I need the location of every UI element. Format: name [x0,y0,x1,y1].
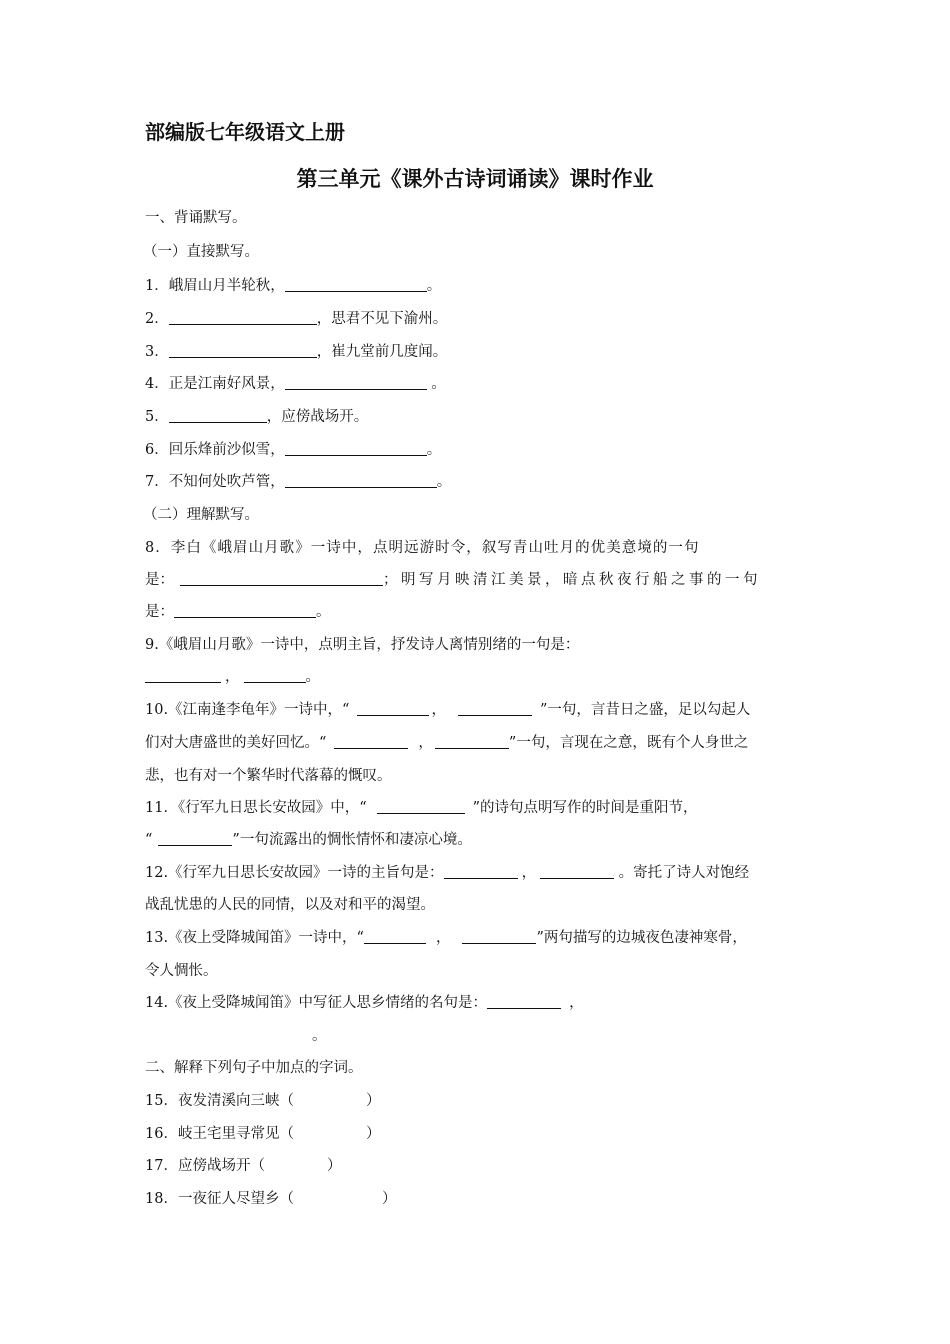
question-13-line-1 [145,928,810,948]
question-1 [145,276,810,296]
answer-blank[interactable] [444,864,518,879]
document-subtitle: 第三单元《课外古诗词诵读》课时作业 [296,167,654,191]
document-title: 部编版七年级语文上册 [145,120,345,144]
comma: ， [418,735,433,751]
question-17 [145,1156,810,1176]
question-11-line-1 [145,798,810,818]
question-text: 们对大唐盛世的美好回忆。“ [145,735,327,751]
question-text-end: 。 [316,604,331,620]
question-number: 1． [145,278,169,294]
question-number: 2． [145,311,169,327]
question-text: 回乐烽前沙似雪， [168,442,285,458]
question-text-end: 。 [426,278,442,294]
answer-blank[interactable] [540,864,614,879]
question-text: 14.《夜上受降城闻笛》中写征人思乡情绪的名句是： [145,995,488,1011]
close-paren: ） [365,1126,381,1142]
question-15 [145,1091,810,1111]
section-heading-explain: 二、解释下列句子中加点的字词。 [145,1060,363,1076]
close-paren: ） [326,1158,342,1174]
comma: ， [225,669,240,685]
question-5 [145,407,810,427]
question-16 [145,1124,810,1144]
answer-blank[interactable] [158,831,232,846]
question-10-line-1 [145,700,810,720]
answer-blank[interactable] [169,408,267,423]
question-text: 18．一夜征人尽望乡（ [145,1191,294,1207]
question-text: 17．应傍战场开（ [145,1158,265,1174]
question-text: ，崔九堂前几度闻。 [316,344,448,360]
answer-blank[interactable] [169,310,317,325]
subsection-heading-direct: （一）直接默写。 [143,244,259,260]
section-heading-recitation: 一、背诵默写。 [145,210,247,226]
question-text: 正是江南好风景， [168,376,285,392]
question-14-line-2: 。 [312,1028,327,1044]
question-number: 4． [145,376,169,392]
question-text: ；明写月映清江美景，暗点秋夜行船之事的一句 [383,572,761,588]
question-text: 峨眉山月半轮秋， [168,278,285,294]
answer-blank[interactable] [285,375,427,390]
question-4 [145,374,810,394]
answer-blank[interactable] [334,734,408,749]
question-8-line-1: 8．李白《峨眉山月歌》一诗中，点明远游时令，叙写青山吐月的优美意境的一句 [145,540,700,556]
question-text: 10.《江南逢李龟年》一诗中，“ [145,702,350,718]
answer-blank[interactable] [458,701,532,716]
question-text: 是： [145,572,174,588]
answer-blank[interactable] [285,473,437,488]
question-12-line-2: 战乱忧患的人民的同情，以及对和平的渴望。 [145,897,435,913]
answer-blank[interactable] [377,799,465,814]
question-text: 15．夜发清溪向三峡（ [145,1093,294,1109]
question-13-line-2: 令人惆怅。 [145,963,218,979]
question-number: 6． [145,442,169,458]
question-text-end: 。 [426,376,446,392]
question-text: ”一句，言现在之意，既有个人身世之 [508,735,749,751]
comma: ， [521,865,537,881]
question-text: 11．《行军九日思长安故园》中，“ [145,800,367,816]
answer-blank[interactable] [285,277,427,292]
question-text: 不知何处吹芦管， [168,474,285,490]
question-text: 。寄托了诗人对饱经 [614,865,750,881]
answer-blank[interactable] [244,668,306,683]
question-8-line-2 [145,570,810,590]
answer-blank[interactable] [169,343,317,358]
question-2 [145,309,810,329]
question-3 [145,342,810,362]
question-6 [145,440,810,460]
question-text: ，应傍战场开。 [266,409,369,425]
question-10-line-3: 悲，也有对一个繁华时代落幕的慨叹。 [145,768,392,784]
answer-blank[interactable] [435,734,509,749]
subsection-heading-understanding: （二）理解默写。 [143,507,259,523]
question-text: ，思君不见下渝州。 [316,311,448,327]
question-text: 16．岐王宅里寻常见（ [145,1126,294,1142]
question-text-end: 。 [436,474,452,490]
answer-blank[interactable] [462,929,536,944]
question-text: ”的诗句点明写作的时间是重阳节， [472,800,698,816]
close-paren: ） [381,1191,397,1207]
answer-blank[interactable] [285,441,427,456]
close-paren: ） [365,1093,381,1109]
answer-blank[interactable] [145,668,221,683]
answer-blank[interactable] [487,994,561,1009]
question-9-line-1: 9.《峨眉山月歌》一诗中，点明主旨，抒发诗人离情别绪的一句是： [145,637,580,653]
question-8-line-3 [145,602,810,622]
question-text: 13.《夜上受降城闻笛》一诗中，“ [145,930,364,946]
comma: ， [431,702,446,718]
question-14-line-1 [145,993,810,1013]
question-number: 3． [145,344,169,360]
answer-blank[interactable] [364,929,426,944]
question-text: “ [145,832,153,848]
question-text: ”两句描写的边城夜色凄神寒骨， [536,930,747,946]
question-text: 是： [145,604,174,620]
question-9-line-2 [145,667,810,687]
answer-blank[interactable] [180,571,383,586]
question-text: 12.《行军九日思长安故园》一诗的主旨句是： [145,865,444,881]
question-text-end: 。 [426,442,442,458]
comma: ， [569,995,584,1011]
question-12-line-1 [145,863,810,883]
answer-blank[interactable] [357,701,429,716]
question-number: 5． [145,409,169,425]
question-text: ”一句流露出的惆怅情怀和凄凉心境。 [232,832,472,848]
question-10-line-2 [145,733,810,753]
question-7 [145,472,810,492]
question-11-line-2 [145,830,810,850]
question-text-end: 。 [305,669,320,685]
question-number: 7． [145,474,169,490]
answer-blank[interactable] [174,603,316,618]
question-18 [145,1189,810,1209]
comma: ， [435,930,451,946]
question-text: ”一句，言昔日之盛，足以勾起人 [539,702,751,718]
